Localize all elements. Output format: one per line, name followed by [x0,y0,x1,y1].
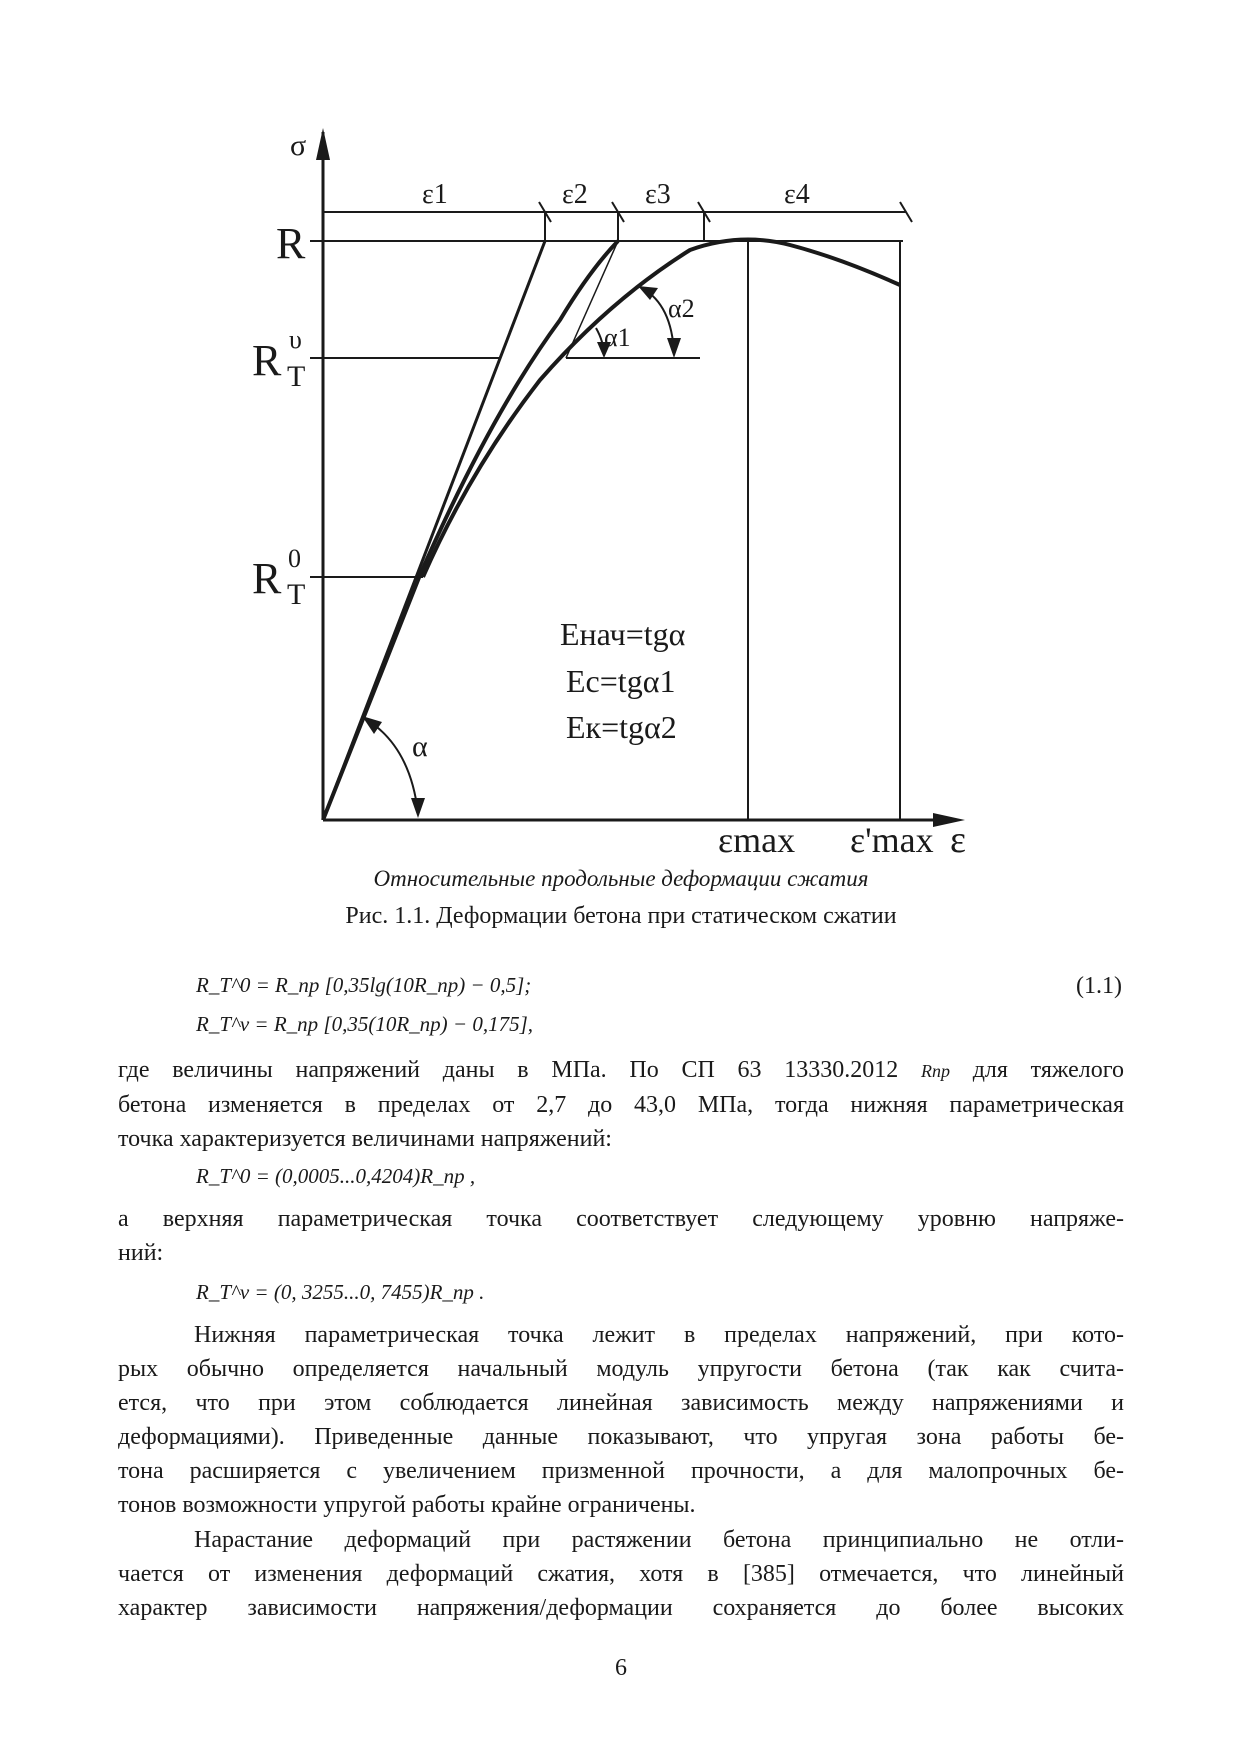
x-axis-description: Относительные продольные деформации сжатия [373,866,869,891]
label-eps1: ε1 [422,179,448,210]
text-line: Нарастание деформаций при растяжении бетона принципиально не отли- [194,1527,1124,1553]
formula-E-secant: Ес=tgα1 [566,663,676,699]
text-line: характер зависимости напряжения/деформации сохраняется до более высоких [118,1595,1124,1621]
text-line: а верхняя параметрическая точка соответствует следующему уровню напряже- [118,1206,1124,1232]
text-line: тонов возможности упругой работы крайне ограничены. [118,1492,696,1518]
figure-caption: Рис. 1.1. Деформации бетона при статическом сжатии [345,903,897,929]
equation-number: (1.1) [1076,973,1122,999]
alpha-arrow-bottom [411,798,425,818]
label-RTv: R [252,336,282,385]
text-line: где величины напряжений даны в МПа. По СП 63 13330.2012 Rпр для тяжелого [118,1057,1125,1083]
page-number: 6 [615,1655,627,1681]
label-alpha: α [412,730,428,763]
text-line: Нижняя параметрическая точка лежит в пределах напряжений, при кото- [194,1322,1124,1348]
label-eps2: ε2 [562,179,588,210]
alpha-arc [364,718,418,813]
label-eps3: ε3 [645,179,671,210]
label-RT0-sup: 0 [288,544,301,573]
text-line: ется, что при этом соблюдается линейная зависимость между напряжениями и [118,1390,1124,1416]
label-RT0: R [252,554,282,603]
label-alpha2: α2 [668,294,695,323]
paragraph-1 [118,1053,1124,1156]
label-eps-max-prime: ε'max [850,820,934,860]
x-axis-label: ε [950,819,966,861]
formula-E-tangent: Ек=tgα2 [566,709,677,745]
text-line: точка характеризуется величинами напряжений: [118,1126,612,1152]
text-line: деформациями). Приведенные данные показывают, что упругая зона работы бе- [118,1424,1124,1450]
alpha-arrow-top [362,716,382,734]
equation-4: R_T^v = (0, 3255...0, 7455)R_пр . [196,1280,485,1304]
equation-1: R_T^0 = R_пр [0,35lg(10R_пр) − 0,5]; [196,973,532,997]
y-axis-label: σ [290,129,307,162]
label-RT0-sub: T [287,578,306,611]
alpha2-arrow-bottom [667,338,681,358]
formula-E-initial: Енач=tgα [560,616,686,652]
label-eps4: ε4 [784,179,810,210]
equation-2: R_T^v = R_пр [0,35(10R_пр) − 0,175], [196,1012,534,1036]
paragraph-4 [118,1523,1124,1625]
y-axis-arrow [316,128,330,160]
text-line: рых обычно определяется начальный модуль упругости бетона (так как счита- [118,1356,1124,1382]
text-line: бетона изменяется в пределах от 2,7 до 43,0 МПа, тогда нижняя параметрическая [118,1092,1124,1118]
equation-3: R_T^0 = (0,0005...0,4204)R_пр , [196,1164,476,1188]
label-R: R [276,219,306,268]
label-RTv-sup: υ [289,325,302,354]
label-alpha1: α1 [604,323,631,352]
label-eps-max: εmax [718,820,796,860]
text-line: тона расширяется с увеличением призменной прочности, а для малопрочных бе- [118,1458,1124,1484]
label-RTv-sub: T [287,360,306,393]
main-curve [423,240,900,577]
text-line: чается от изменения деформаций сжатия, хотя в [385] отмечается, что линейный [118,1561,1124,1587]
paragraph-2 [118,1202,1124,1270]
paragraph-3 [118,1318,1124,1522]
text-line: ний: [118,1240,164,1266]
